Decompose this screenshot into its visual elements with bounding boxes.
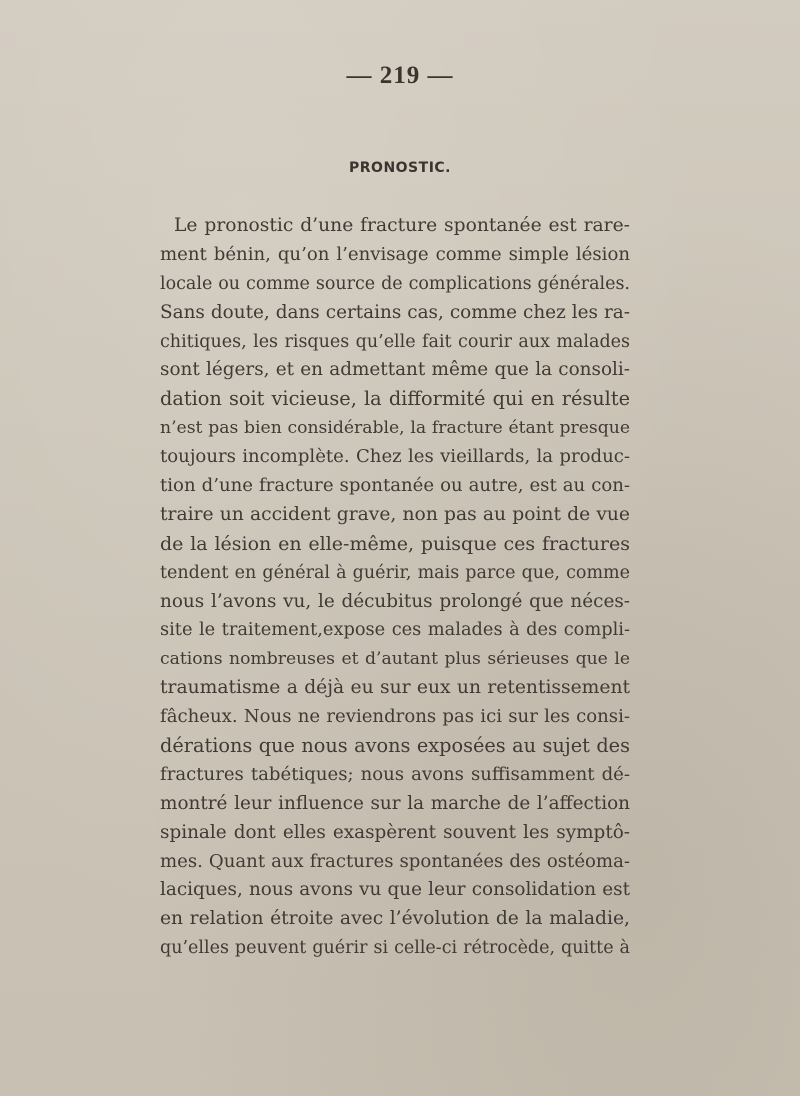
text-line: cations nombreuses et d’autant plus sérieuses que le <box>160 649 630 670</box>
text-line: dation soit vicieuse, la difformité qui en résulte <box>160 387 630 411</box>
text-line: sont légers, et en admettant même que la consoli- <box>160 359 630 381</box>
text-line: traire un accident grave, non pas au point de vue <box>160 503 630 525</box>
text-line: n’est pas bien considérable, la fracture étant presque <box>160 418 630 439</box>
text-line: tendent en général à guérir, mais parce que, comme <box>160 562 630 583</box>
text-line: nous l’avons vu, le décubitus prolongé que néces- <box>160 590 630 612</box>
text-line: de la lésion en elle-même, puisque ces fractures <box>160 532 630 555</box>
text-line: spinale dont elles exaspèrent souvent les symptô- <box>160 821 630 843</box>
text-line: montré leur influence sur la marche de l’affection <box>160 792 630 814</box>
text-line: mes. Quant aux fractures spontanées des ostéoma- <box>160 850 630 872</box>
text-line: fractures tabétiques; nous avons suffisamment dé- <box>160 763 630 785</box>
text-line: qu’elles peuvent guérir si celle-ci rétrocède, quitte à <box>160 938 630 959</box>
text-line: chitiques, les risques qu’elle fait courir aux malades <box>160 331 630 352</box>
text-line: Sans doute, dans certains cas, comme chez les ra- <box>160 301 630 323</box>
text-line: Le pronostic d’une fracture spontanée est rare- <box>174 215 630 236</box>
text-line: locale ou comme source de complications générales. <box>160 273 630 294</box>
text-line: toujours incomplète. Chez les vieillards, la produc- <box>160 446 630 468</box>
section-heading: PRONOSTIC. <box>349 160 451 176</box>
text-line: en relation étroite avec l’évolution de la maladie, <box>160 908 630 930</box>
text-line: ment bénin, qu’on l’envisage comme simple lésion <box>160 243 630 265</box>
text-line: site le traitement,expose ces malades à des compli- <box>160 619 630 641</box>
text-line: laciques, nous avons vu que leur consolidation est <box>160 879 630 901</box>
text-line: fâcheux. Nous ne reviendrons pas ici sur les consi- <box>160 706 630 728</box>
text-line: traumatisme a déjà eu sur eux un retentissement <box>160 677 630 699</box>
body-paragraph <box>160 212 630 963</box>
page-number: — 219 — <box>346 62 454 89</box>
text-line: tion d’une fracture spontanée ou autre, est au con- <box>160 475 630 497</box>
text-line: dérations que nous avons exposées au sujet des <box>160 734 630 758</box>
